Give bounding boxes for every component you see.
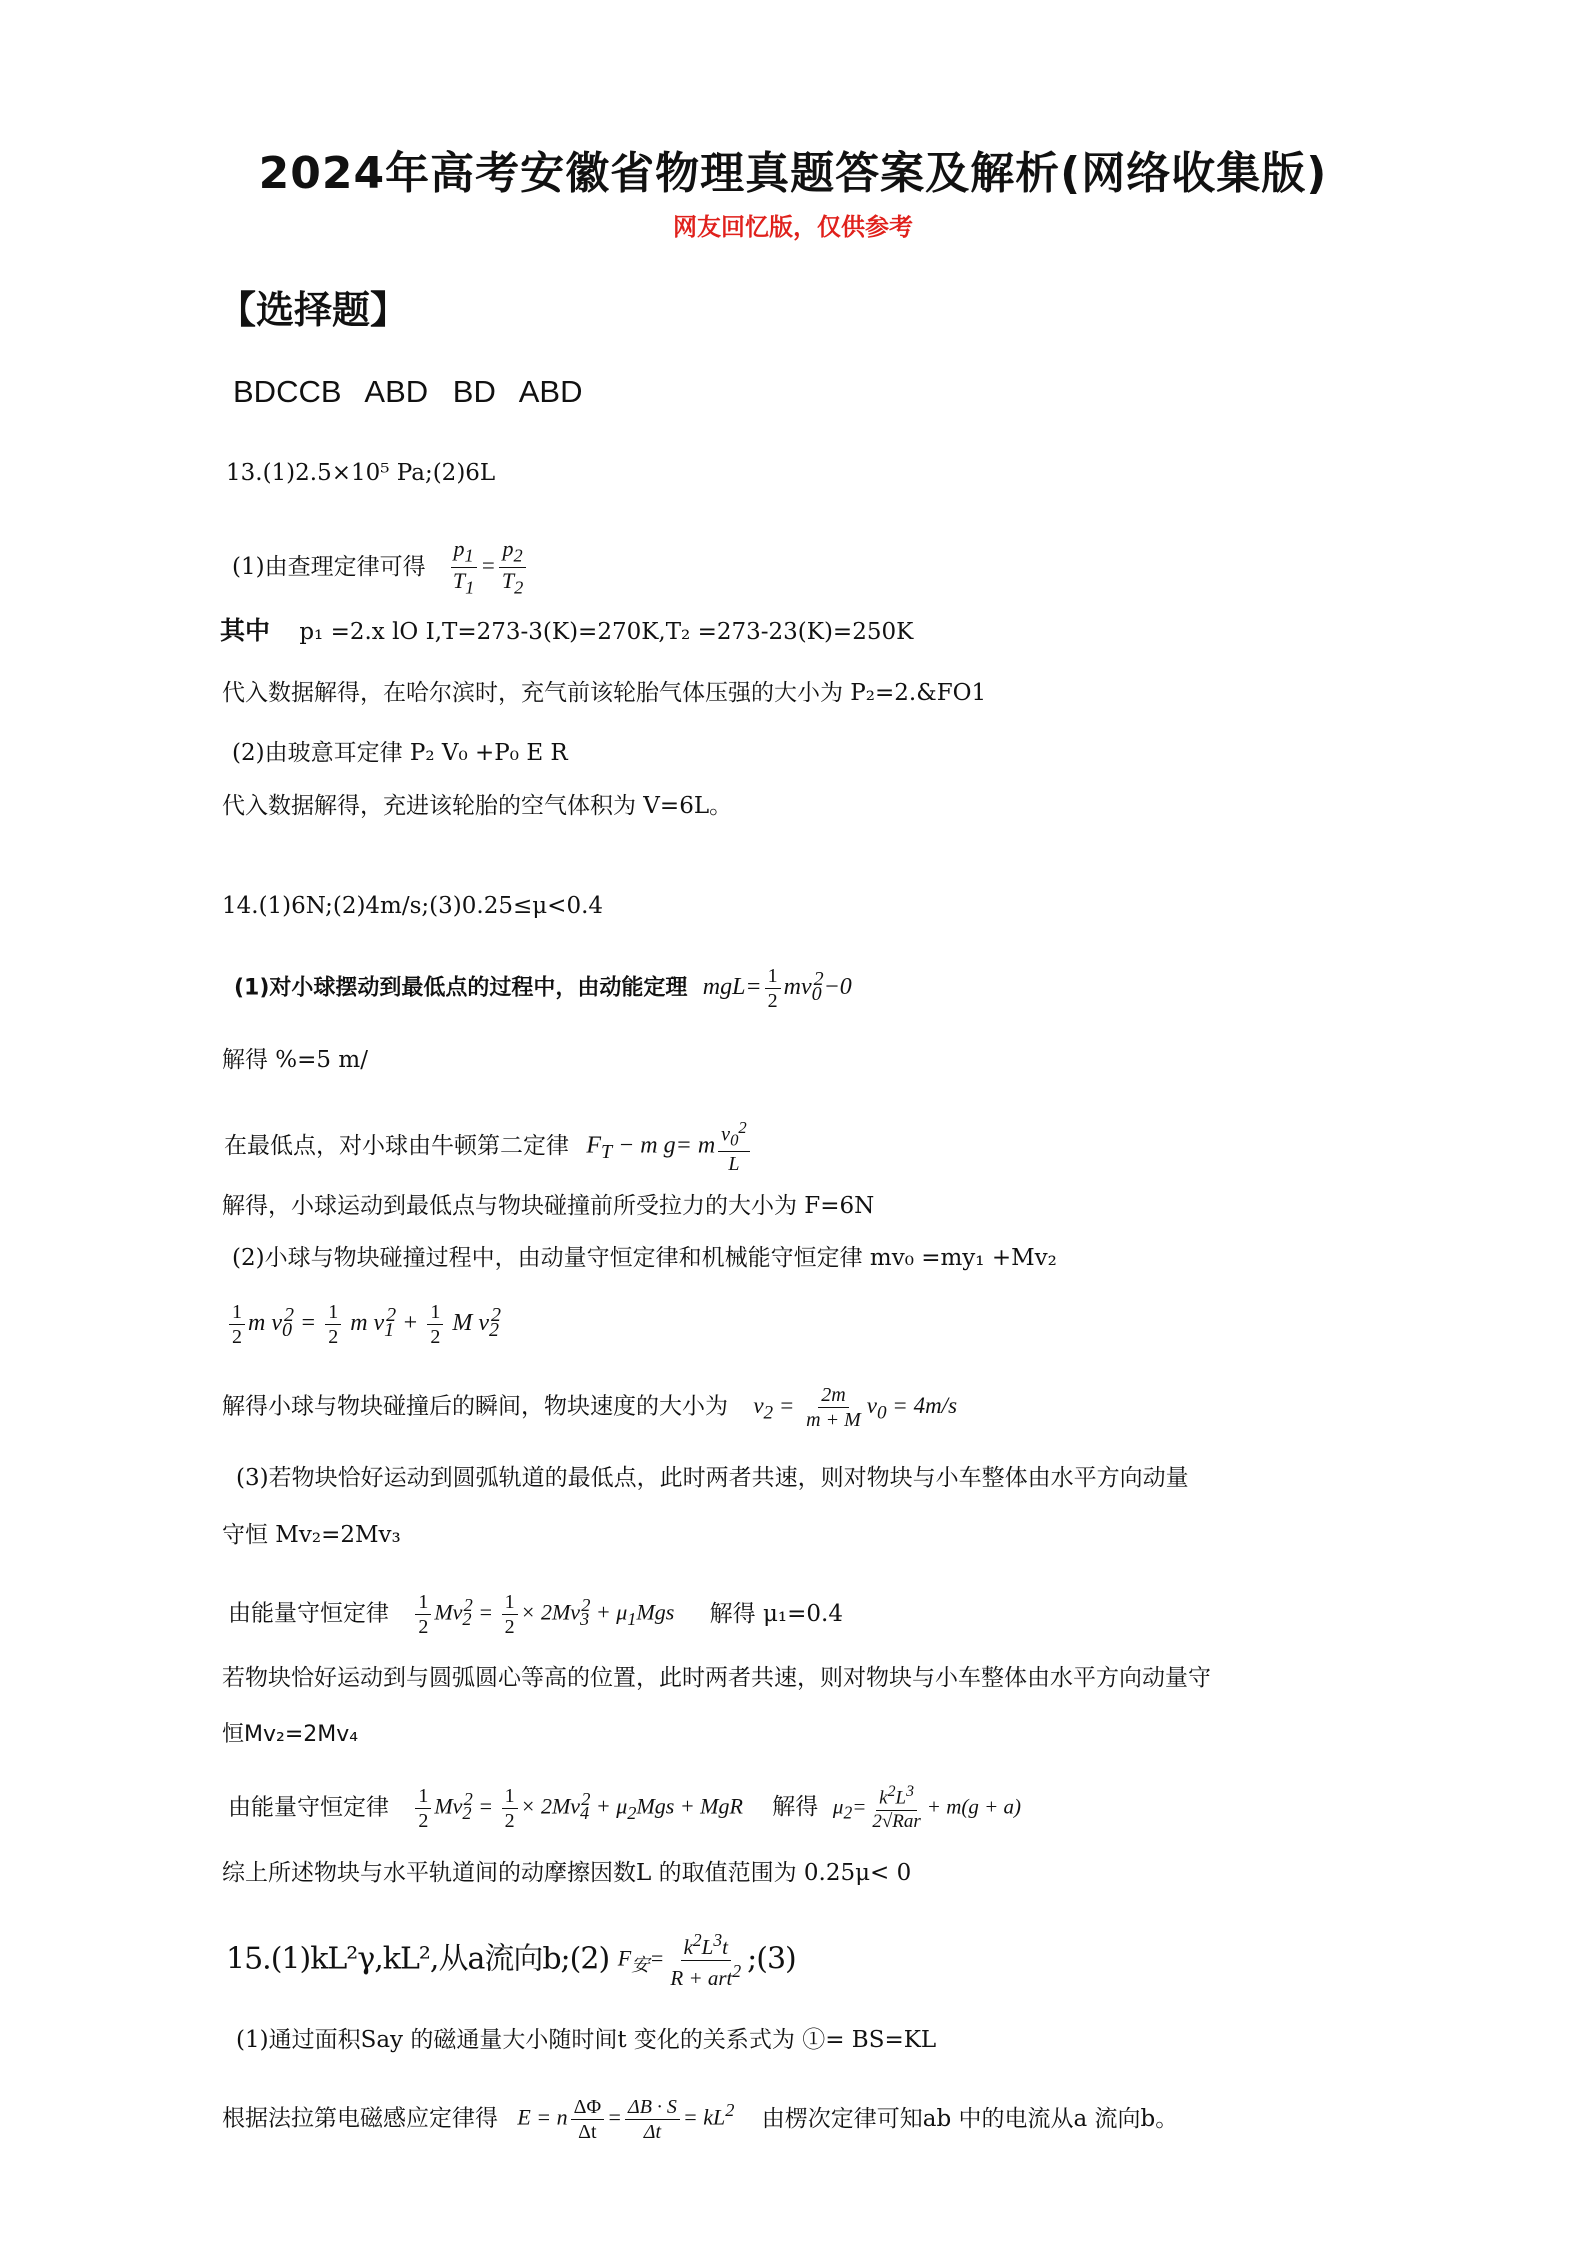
q15-answer [226,1930,796,1991]
q14-step2-text: 在最低点，对小球由牛顿第二定律 [224,1132,569,1159]
q13-step1 [232,536,529,600]
q15-answer-prefix: 15.(1)kL²γ,kL²,从a流向b; [226,1941,570,1977]
q14-formula-v2: $v_2$ = $\frac{2m}{m + M}$ $v_0 = 4m/s$ [753,1384,958,1431]
q13-step2: (2)由玻意耳定律 P₂ V₀ +P₀ E R [232,740,568,766]
q15-step2-text: 根据法拉第电磁感应定律得 [222,2105,498,2132]
q14-result3-text: 解得小球与物块碰撞后的瞬间，物块速度的大小为 [222,1393,728,1420]
q15-formula-faraday: E = n $\frac{\Delta\Phi}{\Delta t}$ = $\frac{\Delta B \cdot S}{\Delta t}$ = $kL^2$ [517,2096,735,2143]
q14-answer: 14.(1)6N;(2)4m/s;(3)0.25≤μ<0.4 [222,893,604,919]
q14-step5-line1: 若物块恰好运动到与圆弧圆心等高的位置，此时两者共速，则对物块与小车整体由水平方向动量守 [222,1665,1211,1691]
q14-step5-line2: 恒Mv₂=2Mv₄ [222,1722,359,1747]
q14-energy2-result: 解得 $\mu_2=$ $\frac{k^2L^3}{\text{2√Rar}}$ + m(g + a) [772,1783,1022,1833]
section-heading: 【选择题】 [218,288,409,332]
q13-result2: 代入数据解得，充进该轮胎的空气体积为 V=6L。 [222,793,733,819]
q13-given [220,616,913,647]
page-title: 2024年高考安徽省物理真题答案及解析(网络收集版) [258,148,1328,199]
q14-energy2-text: 由能量守恒定律 [228,1794,389,1821]
q13-formula-charles: $\frac{p_1}{T_1}$ = $\frac{p_2}{T_2}$ [447,536,529,600]
q15-step2 [222,2095,1178,2144]
q14-solve1: 解得 %=5 m/ [222,1047,368,1073]
q14-result2: 解得，小球运动到最低点与物块碰撞前所受拉力的大小为 F=6N [222,1193,875,1219]
q15-formula-force: $F_安=$ $\frac{k^2L^3t}{R + art^2}$ [617,1930,742,1991]
q14-formula-energy-collision: $\frac{1}{2}$ m $v_0^2$ = $\frac{1}{2}$ m $v_1^2$ + $\frac{1}{2}$ M $v_2^2$ [226,1300,501,1349]
q13-result1: 代入数据解得，在哈尔滨时，充气前该轮胎气体压强的大小为 P₂=2.&FO1 [222,680,987,706]
q13-step1-text: (1)由查理定律可得 [232,553,426,580]
q14-step3: (2)小球与物块碰撞过程中，由动量守恒定律和机械能守恒定律 mv₀ =my₁ +Mv₂ [232,1245,1057,1271]
q14-result3 [222,1383,957,1432]
q13-given-label: 其中 [220,616,271,645]
q14-conclusion: 综上所述物块与水平轨道间的动摩擦因数L 的取值范围为 0.25μ< 0 [222,1860,912,1886]
q14-step1 [234,964,852,1013]
q14-energy1-result: 解得 μ₁=0.4 [709,1600,843,1627]
q14-step4-line1: (3)若物块恰好运动到圆弧轨道的最低点，此时两者共速，则对物块与小车整体由水平方向动量 [236,1465,1189,1491]
q14-formula-energy1: $\frac{1}{2}$ $Mv_2^2$ = $\frac{1}{2}$ × $2Mv_3^2 + \mu_1Mgs$ [412,1590,674,1639]
q14-formula-energy2: $\frac{1}{2}$ $Mv_2^2$ = $\frac{1}{2}$ × $2Mv_4^2 + \mu_2Mgs$ + MgR [412,1784,743,1833]
q14-energy1-text: 由能量守恒定律 [228,1600,389,1627]
q14-step4-line2: 守恒 Mv₂=2Mv₃ [222,1522,401,1548]
q14-step1-text: (1)对小球摆动到最低点的过程中，由动能定理 [234,975,688,1001]
q14-step2 [224,1118,753,1176]
q15-step1: (1)通过面积Say 的磁通量大小随时间t 变化的关系式为 ①= BS=KL [236,2027,937,2053]
q15-answer-part3: ;(3) [747,1941,796,1977]
q14-energy1 [228,1590,843,1639]
q13-answer: 13.(1)2.5×10⁵ Pa;(2)6L [226,460,496,486]
q14-formula-newton: $F_T - m$ g= m $\frac{v_0^2}{L}$ [586,1118,752,1176]
q13-given-text: p₁ =2.x lO I,T=273-3(K)=270K,T₂ =273-23(K)=250K [299,619,914,645]
page-subtitle: 网友回忆版，仅供参考 [673,213,913,241]
q15-step2-tail: 由楞次定律可知ab 中的电流从a 流向b。 [761,2105,1179,2132]
choice-answers: BDCCB ABD BD ABD [233,374,583,409]
q15-answer-part2: (2) [569,1941,610,1977]
q14-formula-kinetic: mgL= $\frac{1}{2}$ $mv_0^2-0$ [702,965,852,1012]
q14-energy2 [228,1783,1021,1834]
